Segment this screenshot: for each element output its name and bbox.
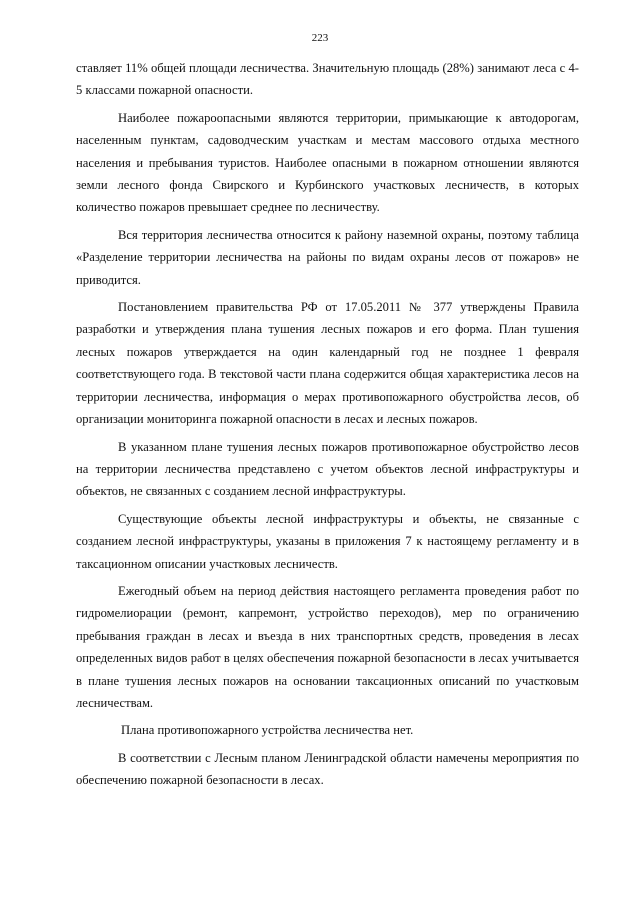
document-body [76,57,579,797]
paragraph: Вся территория лесничества относится к району наземной охраны, поэтому таблица «Разделение территории лесничества на районы по видам охраны лесов от пожаров» не приводится. [76,227,579,287]
paragraph: В соответствии с Лесным планом Ленинградской области намечены мероприятия по обеспечению пожарной безопасности в лесах. [76,750,579,788]
paragraph: ставляет 11% общей площади лесничества. Значительную площадь (28%) занимают леса с 4-5 классами пожарной опасности. [76,61,579,98]
paragraph: Постановлением правительства РФ от 17.05.2011 № 377 утверждены Правила разработки и утверждения плана тушения лесных пожаров и его форма. План тушения лесных пожаров утверждается на один календарный год не позднее 1 февраля соответствующего года. В текстовой части плана содержится общая характеристика лесов на территории лесничества, информация о мерах противопожарного обустройства лесов, об организации мониторинга пожарной опасности в лесах и лесных пожаров. [76,300,579,427]
paragraph: Наиболее пожароопасными являются территории, примыкающие к автодорогам, населенным пунктам, садоводческим участкам и местам массового отдыха местного населения и пребывания туристов. Наиболее опасными в пожарном отношении являются земли лесного фонда Свирского и Курбинского участковых лесничеств, в которых количество пожаров превышает среднее по лесничеству. [76,110,579,215]
paragraph: В указанном плане тушения лесных пожаров противопожарное обустройство лесов на территории лесничества представлено с учетом объектов лесной инфраструктуры и объектов, не связанных с созданием лесной инфраструктуры. [76,439,579,499]
page-number: 223 [311,32,329,44]
paragraph: Ежегодный объем на период действия настоящего регламента проведения работ по гидромелиорации (ремонт, капремонт, устройство переходов), мер по ограничению пребывания граждан в лесах и въезда в них транспортных средств, проведения в лесах определенных видов работ в целях обеспечения пожарной безопасности в лесах учитывается в плане тушения лесных пожаров на основании таксационных описаний по участковым лесничествам. [76,583,579,710]
paragraph: Существующие объекты лесной инфраструктуры и объекты, не связанные с созданием лесной инфраструктуры, указаны в приложения 7 к настоящему регламенту и в таксационном описании участковых лесничеств. [76,511,579,571]
paragraph: Плана противопожарного устройства лесничества нет. [121,723,414,738]
